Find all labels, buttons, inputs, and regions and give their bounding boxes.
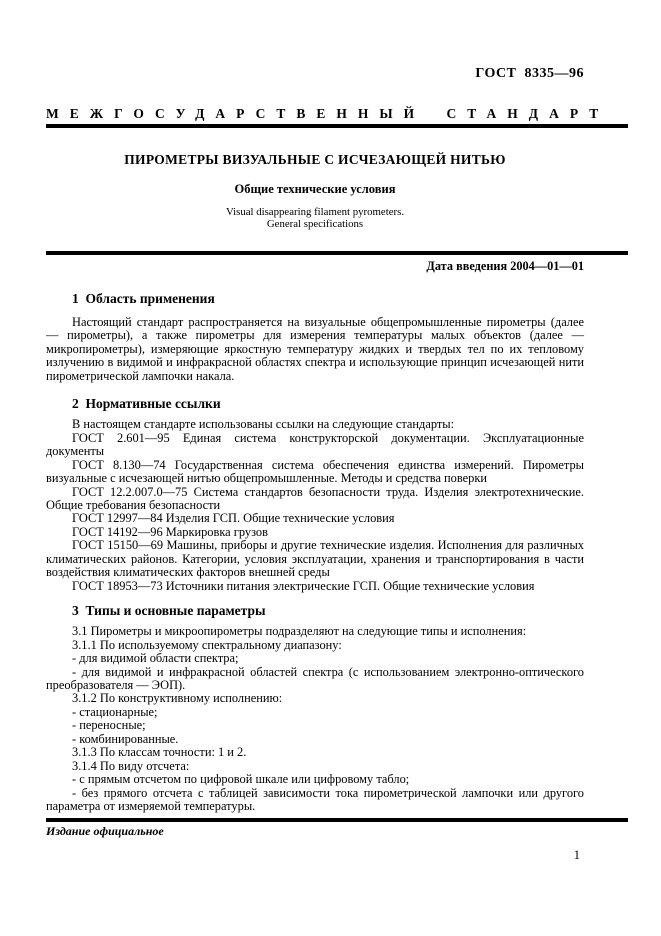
section-paragraph: 3.1 Пирометры и микроопирометры подразделяют на следующие типы и исполнения: xyxy=(72,624,527,639)
list-item: - без прямого отсчета с таблицей зависимости тока пирометрической лампочки или другого параметра от измеряемой температуры. xyxy=(46,785,584,814)
page-footer xyxy=(46,818,628,863)
footer-rule xyxy=(46,818,628,822)
section-3-heading: 3 Типы и основные параметры xyxy=(72,603,266,619)
doc-title-english-line1: Visual disappearing filament pyrometers. xyxy=(225,206,405,218)
list-item: - с прямым отсчетом по цифровой шкале или цифровому табло; xyxy=(72,772,410,787)
section-paragraph: 3.1.1 По используемому спектральному диапазону: xyxy=(72,637,342,652)
section-paragraph: 3.1.4 По виду отсчета: xyxy=(72,758,190,773)
list-item: - для видимой и инфракрасной областей спектра (с использованием электронно-оптического преобразователя — ЭОП). xyxy=(46,664,584,692)
gost-reference: ГОСТ 2.601—95 Единая система конструкторской документации. Эксплуатационные документы xyxy=(46,430,584,459)
standard-type-banner: МЕЖГОСУДАРСТВЕННЫЙ СТАНДАРТ xyxy=(46,106,610,121)
gost-reference: ГОСТ 8.130—74 Государственная система обеспечения единства измерений. Пирометры визуальные с исчезающей нитью общепромышленные. Методы и средства поверки xyxy=(46,457,584,486)
page-number: 1 xyxy=(573,848,580,862)
list-item: - стационарные; xyxy=(72,704,158,719)
edition-note: Издание официальное xyxy=(46,824,164,838)
section-1-body xyxy=(46,316,584,383)
doc-number: ГОСТ 8335—96 xyxy=(475,66,584,81)
gost-reference: ГОСТ 14192—96 Маркировка грузов xyxy=(72,524,268,539)
gost-reference: ГОСТ 18953—73 Источники питания электрические ГСП. Общие технические условия xyxy=(72,578,535,593)
gost-reference: ГОСТ 12997—84 Изделия ГСП. Общие технические условия xyxy=(72,511,395,526)
doc-title-english-line2: General specifications xyxy=(266,217,364,230)
doc-subtitle: Общие технические условия xyxy=(234,182,396,196)
section-3-body xyxy=(46,625,584,813)
section-paragraph: 3.1.2 По конструктивному исполнению: xyxy=(72,691,283,706)
gost-reference: ГОСТ 12.2.007.0—75 Система стандартов безопасности труда. Изделия электротехнические. Общие требования безопасности xyxy=(46,484,584,512)
section-paragraph: 3.1.3 По классам точности: 1 и 2. xyxy=(72,745,247,760)
doc-title: ПИРОМЕТРЫ ВИЗУАЛЬНЫЕ С ИСЧЕЗАЮЩЕЙ НИТЬЮ xyxy=(124,152,506,167)
section-paragraph: Настоящий стандарт распространяется на визуальные общепромышленные пирометры (далее — пирометры), а также пирометры для измерения температуры малых объектов (далее — микропирометры), измеряющие яркостную температуру жидких и твердых тел по их тепловому излучению в видимой и инфракрасной областях спектра и использующие принцип исчезающей нити пирометрической лампочки накала. xyxy=(46,315,584,383)
section-2-body xyxy=(46,418,584,593)
doc-title-english xyxy=(46,207,584,230)
banner-rule xyxy=(46,124,628,128)
list-item: - для видимой области спектра; xyxy=(72,651,239,666)
gost-reference: ГОСТ 15150—69 Машины, приборы и другие технические изделия. Исполнения для различных климатических районов. Категории, условия эксплуатации, хранения и транспортирования в части воздействия климатических факторов внешней среды xyxy=(46,538,584,580)
effective-date: Дата введения 2004—01—01 xyxy=(426,259,584,273)
header-rule xyxy=(46,251,628,255)
section-2-heading: 2 Нормативные ссылки xyxy=(72,396,221,412)
section-1-heading: 1 Область применения xyxy=(72,291,215,306)
section-paragraph: В настоящем стандарте использованы ссылки на следующие стандарты: xyxy=(72,417,455,432)
list-item: - комбинированные. xyxy=(72,731,179,746)
list-item: - переносные; xyxy=(72,718,146,733)
